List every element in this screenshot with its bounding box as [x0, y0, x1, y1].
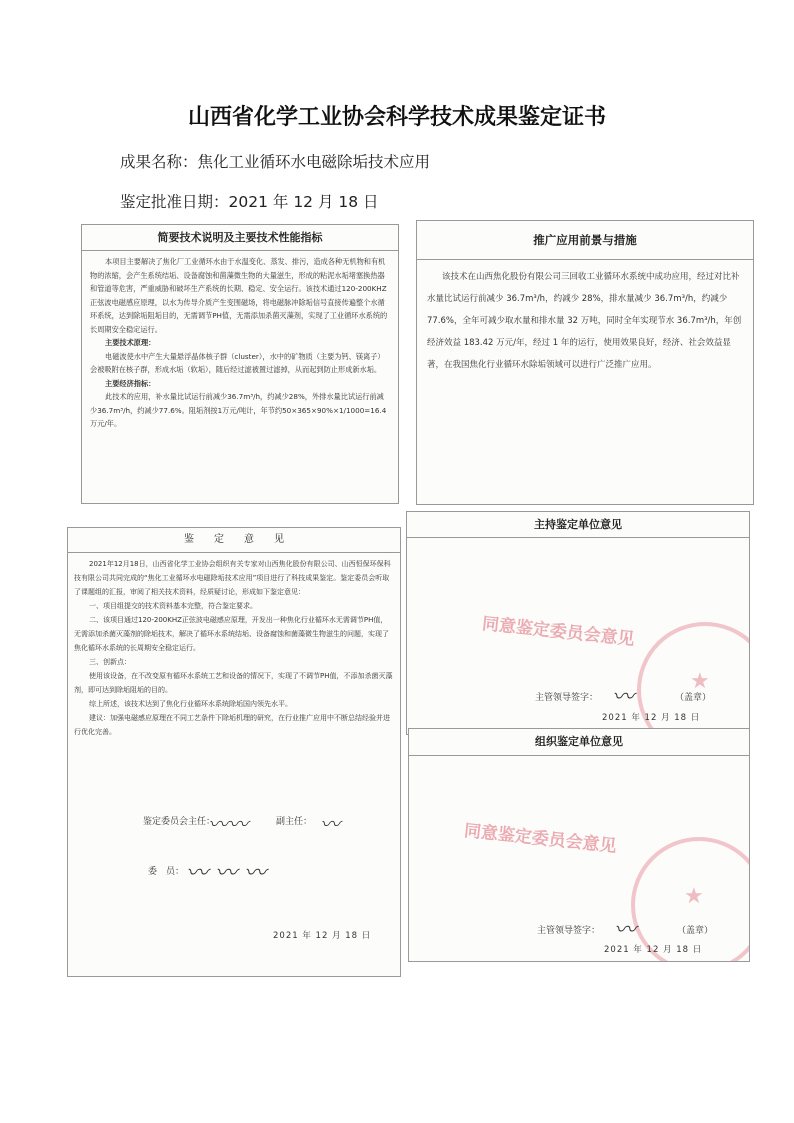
opinion-item-1: 一、项目组提交的技术资料基本完整，符合鉴定要求。	[89, 602, 257, 610]
opinion-conclusion-paragraph: 综上所述，该技术达到了焦化行业循环水系统除垢国内领先水平。	[89, 700, 292, 708]
organizing-approval-stamp: 同意鉴定委员会意见	[463, 821, 618, 857]
member-signatures: 〰 〰 〰	[186, 861, 266, 886]
technical-principle-heading: 主要技术原理：	[105, 338, 156, 347]
economic-indicator-paragraph: 此技术的应用，补水量比试运行前减少36.7m³/h，约减少28%，外排水量比试运行前减少36.7m³/h，约减少77.6%。阻垢剂按1万元/吨计，年节约50×365×90%×1/1000=16.4万元/年。	[90, 392, 387, 428]
opinion-item-2: 二、该项目通过120-200KHZ正弦波电磁感应原理，开发出一种焦化行业循环水无需调节PH值，无需添加杀菌灭藻剂的除垢技术，解决了循环水系统结垢、设备腐蚀和菌藻微生物滋生的问题，实现了焦化循环水系统的长周期安全稳定运行。	[74, 616, 389, 652]
application-prospect-body	[417, 260, 753, 382]
panel-technical-description-header: 简要技术说明及主要技术性能指标	[82, 225, 398, 251]
economic-indicator-heading: 主要经济指标：	[105, 378, 156, 388]
opinion-innovation-paragraph: 使用该设备，在不改变原有循环水系统工艺和设备的情况下，实现了不调节PH值，不添加杀菌灭藻剂，即可达到除垢阻垢的目的。	[74, 672, 393, 694]
organizing-seal-star-icon: ★	[684, 884, 704, 909]
certificate-title: 山西省化学工业协会科学技术成果鉴定证书	[187, 104, 606, 130]
panel-appraisal-opinion	[67, 527, 401, 977]
panel-host-unit-opinion	[406, 511, 750, 735]
host-unit-date: 2021 年 12 月 18 日	[602, 713, 701, 723]
host-leader-signature: 〰	[612, 685, 635, 710]
application-prospect-paragraph: 该技术在山西焦化股份有限公司三回收工业循环水系统中成功应用，经过对比补水量比试运行前减少 36.7m³/h，约减少 28%，排水量减少 36.7m³/h，约减少 77.6%，全年可减少取水量和排水量 32 万吨，同时全年实现节水 36.7m³/h，年创经济效益 183.42 万元/年，经过 1 年的运行，使用效果良好，经济、社会效益显著，在我国焦化行业循环水除垢领域可以进行广泛推广应用。	[427, 272, 742, 370]
opinion-intro-paragraph: 2021年12月18日，山西省化学工业协会组织有关专家对山西焦化股份有限公司、山西恒保环保科技有限公司共同完成的“焦化工业循环水电磁除垢技术应用”项目进行了科技成果鉴定。鉴定委员会听取了课题组的汇报，审阅了相关技术资料，经质疑讨论，形成如下鉴定意见：	[74, 560, 391, 596]
chair-signature: 〰〰	[208, 812, 248, 836]
achievement-name-label: 成果名称：	[120, 153, 198, 171]
host-seal-label: （盖章）	[675, 693, 712, 703]
panel-organizing-unit-opinion-header: 组织鉴定单位意见	[409, 729, 749, 756]
host-seal-star-icon: ★	[690, 669, 710, 694]
achievement-name	[120, 150, 430, 172]
technical-description-body	[82, 251, 398, 435]
panel-appraisal-opinion-header: 鉴 定 意 见	[68, 528, 400, 553]
technical-principle-paragraph: 电磁波使水中产生大量悬浮晶体核子群（cluster），水中的矿物质（主要为钙、镁离子）会被吸附在核子群，形成水垢（软垢），随后经过滤被置过滤掉，从而起到防止形成新水垢。	[90, 351, 385, 374]
panel-organizing-unit-opinion	[408, 728, 750, 962]
technical-description-paragraph: 本项目主要解决了焦化厂工业循环水由于水温变化、蒸发、排污，造成各种无机物和有机物的浓缩，会产生系统结垢、设备腐蚀和菌藻微生物的大量滋生，形成的粘泥水垢堵塞换热器和管道等危害，严重威胁和破坏生产系统的长期、稳定、安全运行。该技术通过120-200KHZ正弦波电磁感应原理，以水为传导介质产生变围磁场，将电磁脉冲除垢信号直接传遍整个水循环系统，达到除垢阻垢目的，无需调节PH值，无需添加杀菌灭藻剂，实现了工业循环水系统的长周期安全稳定运行。	[90, 257, 388, 334]
approval-date-value: 2021 年 12 月 18 日	[228, 193, 379, 211]
opinion-item-3-heading: 三、创新点：	[89, 658, 131, 666]
appraisal-opinion-body	[68, 553, 400, 743]
panel-host-unit-opinion-header: 主持鉴定单位意见	[407, 512, 749, 538]
host-leader-sign-label: 主管领导签字：	[535, 693, 599, 703]
vice-chair-signature: 〰	[320, 812, 340, 836]
panel-application-prospect	[416, 220, 754, 505]
panel-technical-description	[81, 224, 399, 504]
panel-application-prospect-header: 推广应用前景与措施	[417, 221, 753, 260]
achievement-name-value: 焦化工业循环水电磁除垢技术应用	[197, 153, 431, 171]
approval-date-label: 鉴定批准日期：	[120, 193, 229, 211]
appraisal-opinion-date: 2021 年 12 月 18 日	[273, 931, 372, 941]
opinion-suggestion-paragraph: 建议：加强电磁感应原理在不同工艺条件下除垢机理的研究，在行业推广应用中不断总结经验并进行优化完善。	[74, 714, 390, 736]
approval-date	[120, 190, 379, 212]
committee-member-label: 委 员：	[148, 867, 185, 877]
host-approval-stamp: 同意鉴定委员会意见	[481, 614, 636, 650]
organizing-leader-sign-label: 主管领导签字：	[537, 926, 601, 936]
organizing-leader-signature: 〰	[614, 918, 637, 943]
committee-vice-label: 副主任：	[276, 817, 313, 827]
committee-chair-label: 鉴定委员会主任：	[143, 817, 216, 827]
organizing-unit-date: 2021 年 12 月 18 日	[604, 945, 703, 955]
organizing-seal-label: （盖章）	[677, 926, 714, 936]
